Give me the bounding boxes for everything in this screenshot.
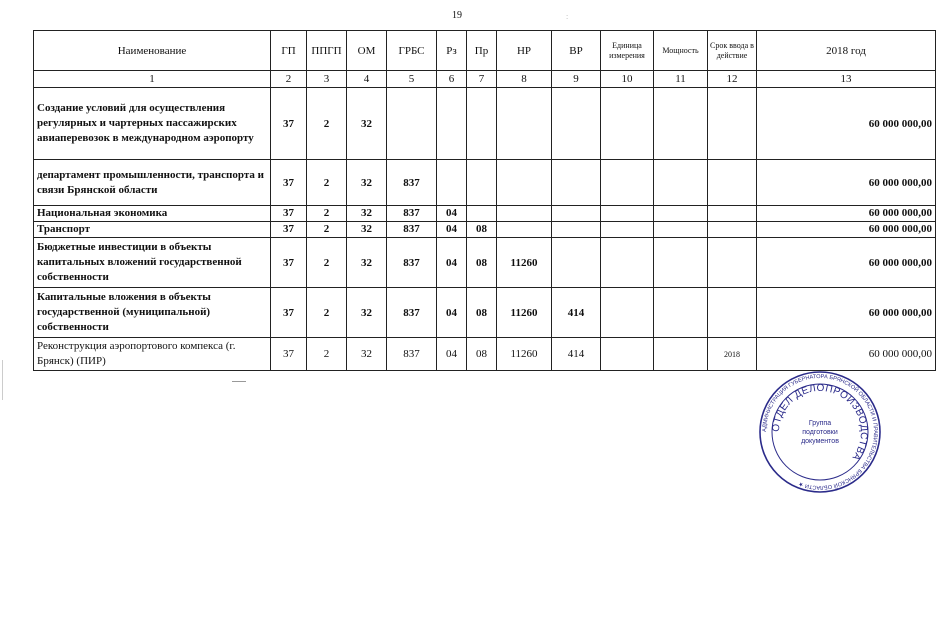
header-cell: ГП	[271, 31, 307, 71]
capacity-cell	[654, 222, 708, 238]
term-cell	[708, 288, 757, 338]
table-row	[34, 288, 936, 338]
pr-cell	[467, 88, 497, 160]
row-name: Бюджетные инвестиции в объекты капитальных вложений государственной собственности	[34, 238, 271, 288]
grbs-cell: 837	[387, 160, 437, 206]
pr-cell: 08	[467, 338, 497, 371]
ppgp-cell: 2	[307, 288, 347, 338]
vr-cell: 414	[552, 288, 601, 338]
grbs-cell: 837	[387, 238, 437, 288]
vr-cell: 414	[552, 338, 601, 371]
om-cell: 32	[347, 238, 387, 288]
grbs-cell: 837	[387, 288, 437, 338]
rz-cell: 04	[437, 206, 467, 222]
column-number: 5	[387, 71, 437, 88]
gp-cell: 37	[271, 160, 307, 206]
header-cell: Рз	[437, 31, 467, 71]
table-row	[34, 238, 936, 288]
row-name: департамент промышленности, транспорта и связи Брянской области	[34, 160, 271, 206]
header-cell: НР	[497, 31, 552, 71]
nr-cell: 11260	[497, 338, 552, 371]
rz-cell: 04	[437, 238, 467, 288]
rz-cell: 04	[437, 338, 467, 371]
stamp-outer-text: АДМИНИСТРАЦИЯ ГУБЕРНАТОРА БРЯНСКОЙ ОБЛАСТИ И ПРАВИТЕЛЬСТВА БРЯНСКОЙ ОБЛАСТИ ★	[761, 373, 879, 491]
unit-cell	[601, 338, 654, 371]
gp-cell: 37	[271, 288, 307, 338]
ppgp-cell: 2	[307, 160, 347, 206]
nr-cell	[497, 222, 552, 238]
column-number-row	[34, 71, 936, 88]
nr-cell: 11260	[497, 238, 552, 288]
unit-cell	[601, 88, 654, 160]
column-number: 3	[307, 71, 347, 88]
ppgp-cell: 2	[307, 222, 347, 238]
om-cell: 32	[347, 160, 387, 206]
column-number: 7	[467, 71, 497, 88]
om-cell: 32	[347, 288, 387, 338]
om-cell: 32	[347, 206, 387, 222]
table-row	[34, 222, 936, 238]
vr-cell	[552, 222, 601, 238]
table-row	[34, 88, 936, 160]
column-number: 13	[757, 71, 936, 88]
grbs-cell: 837	[387, 222, 437, 238]
unit-cell	[601, 238, 654, 288]
term-cell	[708, 160, 757, 206]
corner-mark: :	[566, 12, 569, 21]
pr-cell: 08	[467, 238, 497, 288]
rz-cell	[437, 88, 467, 160]
header-cell: Единица измерения	[601, 31, 654, 71]
column-number: 10	[601, 71, 654, 88]
column-number: 11	[654, 71, 708, 88]
term-cell	[708, 206, 757, 222]
column-number: 2	[271, 71, 307, 88]
stamp-center-line: Группа	[808, 420, 832, 427]
column-number: 1	[34, 71, 271, 88]
unit-cell	[601, 288, 654, 338]
amount-cell: 60 000 000,00	[757, 222, 936, 238]
header-cell: 2018 год	[757, 31, 936, 71]
row-name: Национальная экономика	[34, 206, 271, 222]
grbs-cell: 837	[387, 338, 437, 371]
capacity-cell	[654, 88, 708, 160]
office-stamp	[758, 370, 882, 494]
page-number: 19	[452, 10, 462, 21]
vr-cell	[552, 88, 601, 160]
grbs-cell: 837	[387, 206, 437, 222]
amount-cell: 60 000 000,00	[757, 206, 936, 222]
header-cell: ППГП	[307, 31, 347, 71]
gp-cell: 37	[271, 88, 307, 160]
rz-cell: 04	[437, 222, 467, 238]
unit-cell	[601, 160, 654, 206]
pr-cell	[467, 160, 497, 206]
header-cell: Наименование	[34, 31, 271, 71]
unit-cell	[601, 222, 654, 238]
nr-cell	[497, 160, 552, 206]
vr-cell	[552, 206, 601, 222]
stray-dash	[232, 381, 246, 382]
row-name: Реконструкция аэропортового компекса (г. Брянск) (ПИР)	[34, 338, 271, 371]
budget-table	[33, 30, 936, 371]
ppgp-cell: 2	[307, 338, 347, 371]
pr-cell: 08	[467, 222, 497, 238]
gp-cell: 37	[271, 338, 307, 371]
stamp-center-line: документов	[801, 438, 839, 445]
ppgp-cell: 2	[307, 238, 347, 288]
capacity-cell	[654, 206, 708, 222]
term-cell	[708, 238, 757, 288]
nr-cell	[497, 88, 552, 160]
column-number: 8	[497, 71, 552, 88]
column-number: 9	[552, 71, 601, 88]
stamp-inner-text: ОТДЕЛ ДЕЛОПРОИЗВОДСТВА	[770, 382, 870, 463]
om-cell: 32	[347, 88, 387, 160]
table-row	[34, 206, 936, 222]
om-cell: 32	[347, 222, 387, 238]
header-cell: Пр	[467, 31, 497, 71]
amount-cell: 60 000 000,00	[757, 288, 936, 338]
amount-cell: 60 000 000,00	[757, 238, 936, 288]
capacity-cell	[654, 160, 708, 206]
header-cell: ОМ	[347, 31, 387, 71]
header-cell: ВР	[552, 31, 601, 71]
header-cell: Мощность	[654, 31, 708, 71]
gp-cell: 37	[271, 222, 307, 238]
rz-cell	[437, 160, 467, 206]
term-cell	[708, 222, 757, 238]
stamp-center-line: подготовки	[802, 429, 838, 436]
header-cell: ГРБС	[387, 31, 437, 71]
term-cell: 2018	[708, 338, 757, 371]
row-name: Капитальные вложения в объекты государственной (муниципальной) собственности	[34, 288, 271, 338]
pr-cell: 08	[467, 288, 497, 338]
grbs-cell	[387, 88, 437, 160]
column-number: 6	[437, 71, 467, 88]
header-row	[34, 31, 936, 71]
om-cell: 32	[347, 338, 387, 371]
capacity-cell	[654, 288, 708, 338]
amount-cell: 60 000 000,00	[757, 160, 936, 206]
capacity-cell	[654, 238, 708, 288]
column-number: 12	[708, 71, 757, 88]
pr-cell	[467, 206, 497, 222]
row-name: Создание условий для осуществления регулярных и чартерных пассажирских авиаперевозок в международном аэропорту	[34, 88, 271, 160]
amount-cell: 60 000 000,00	[757, 338, 936, 371]
margin-mark	[2, 360, 3, 400]
unit-cell	[601, 206, 654, 222]
column-number: 4	[347, 71, 387, 88]
capacity-cell	[654, 338, 708, 371]
gp-cell: 37	[271, 206, 307, 222]
term-cell	[708, 88, 757, 160]
rz-cell: 04	[437, 288, 467, 338]
ppgp-cell: 2	[307, 206, 347, 222]
vr-cell	[552, 238, 601, 288]
table-row	[34, 338, 936, 371]
vr-cell	[552, 160, 601, 206]
amount-cell: 60 000 000,00	[757, 88, 936, 160]
nr-cell	[497, 206, 552, 222]
table-row	[34, 160, 936, 206]
header-cell: Срок ввода в действие	[708, 31, 757, 71]
nr-cell: 11260	[497, 288, 552, 338]
row-name: Транспорт	[34, 222, 271, 238]
gp-cell: 37	[271, 238, 307, 288]
ppgp-cell: 2	[307, 88, 347, 160]
